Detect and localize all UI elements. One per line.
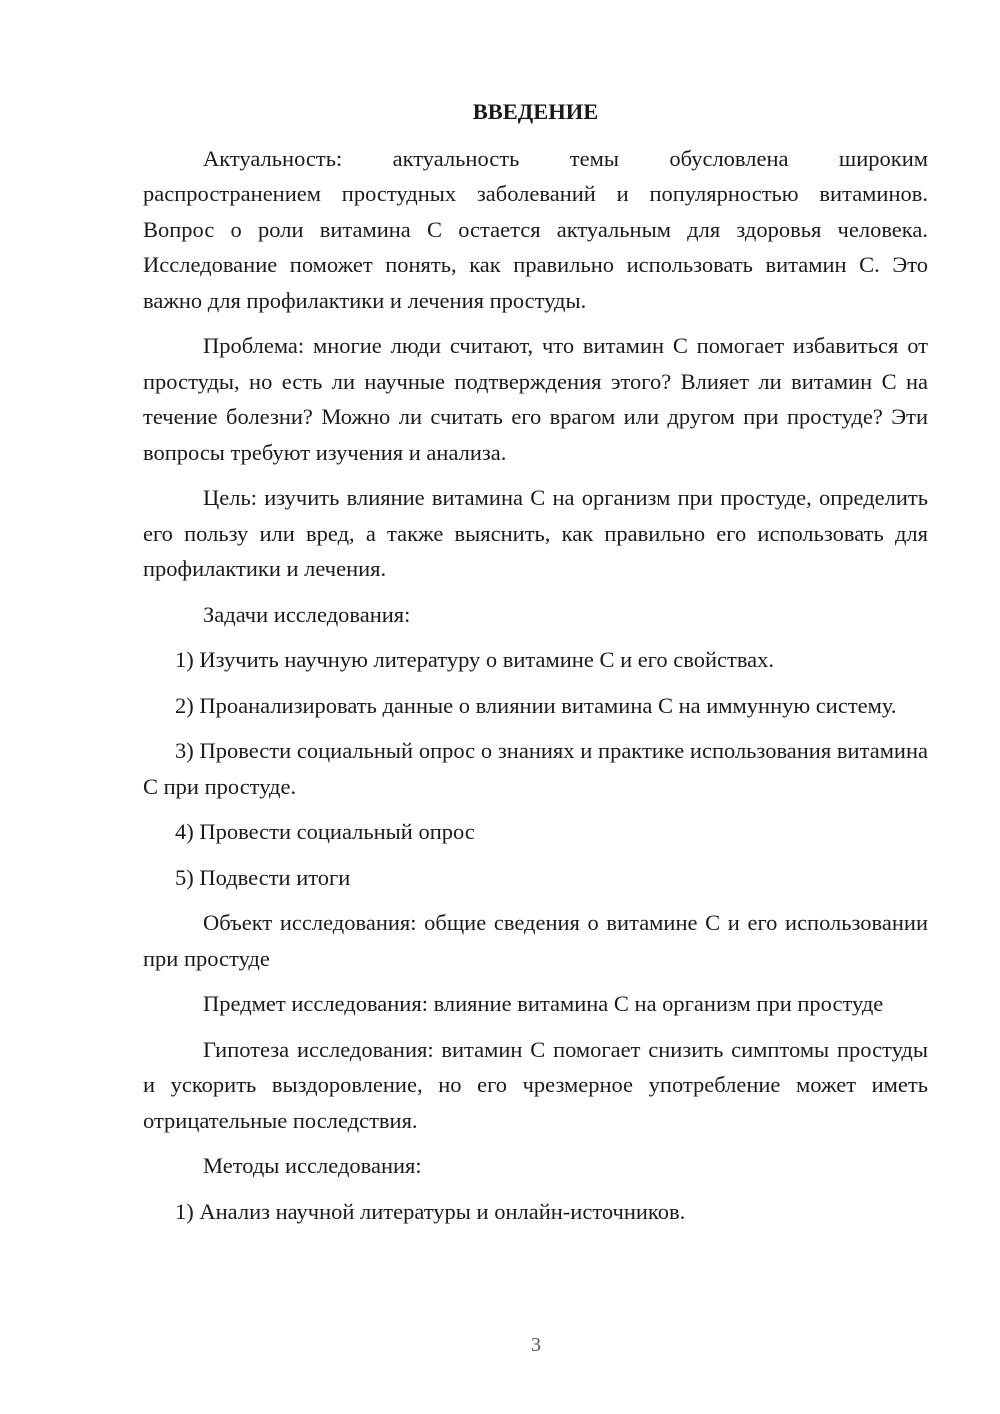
method-item-1: 1) Анализ научной литературы и онлайн-источников. bbox=[175, 1198, 686, 1224]
task-item-4: 4) Провести социальный опрос bbox=[175, 819, 475, 844]
paragraph-subject: Предмет исследования: влияние витамина С на организм при простуде bbox=[203, 991, 884, 1016]
paragraph-problem: Проблема: многие люди считают, что витамин С помогает избавиться от простуды, но есть ли научные подтверждения этого? Влияет ли витамин С на течение болезни? Можно ли считать его врагом или другом при простуде? Эти вопросы требуют изучения и анализа. bbox=[143, 333, 928, 465]
task-item-5: 5) Подвести итоги bbox=[175, 864, 351, 890]
task-item-3: 3) Провести социальный опрос о знаниях и практике использования витамина С при простуде. bbox=[143, 738, 928, 799]
methods-heading: Методы исследования: bbox=[203, 1153, 422, 1178]
page-number: 3 bbox=[531, 1334, 541, 1356]
task-item-2: 2) Проанализировать данные о влиянии витамина С на иммунную систему. bbox=[175, 692, 897, 718]
document-page bbox=[143, 94, 928, 1239]
section-title: ВВЕДЕНИЕ bbox=[472, 99, 599, 124]
tasks-heading: Задачи исследования: bbox=[203, 601, 411, 627]
task-item-1: 1) Изучить научную литературу о витамине С и его свойствах. bbox=[175, 647, 775, 672]
paragraph-goal: Цель: изучить влияние витамина С на организм при простуде, определить его пользу или вред, а также выяснить, как правильно его использовать для профилактики и лечения. bbox=[143, 485, 928, 581]
paragraph-object: Объект исследования: общие сведения о витамине С и его использовании при простуде bbox=[143, 910, 928, 971]
paragraph-relevance: Актуальность: актуальность темы обусловлена широким распространением простудных заболеваний и популярностью витаминов. Вопрос о роли витамина С остается актуальным для здоровья человека. Исследование поможет понять, как правильно использовать витамин С. Это важно для профилактики и лечения простуды. bbox=[143, 145, 928, 313]
paragraph-hypothesis: Гипотеза исследования: витамин С помогает снизить симптомы простуды и ускорить выздоровление, но его чрезмерное употребление может иметь отрицательные последствия. bbox=[143, 1036, 928, 1133]
